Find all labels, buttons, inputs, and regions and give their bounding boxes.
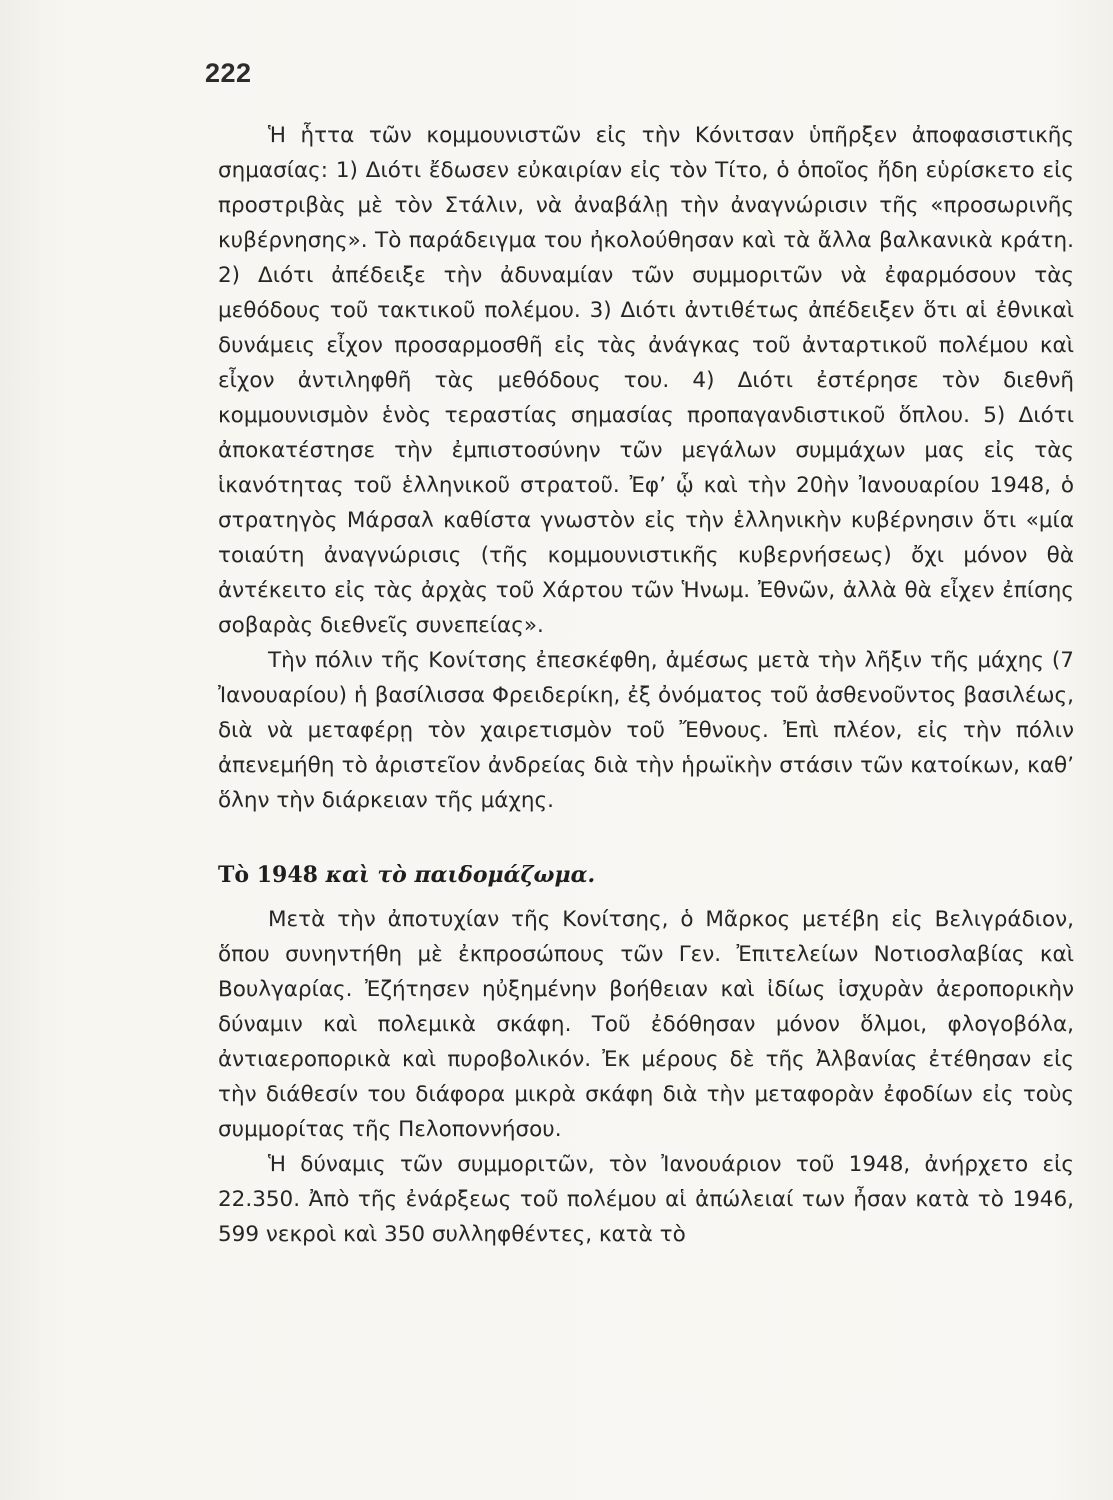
section-heading-year: Τὸ 1948 xyxy=(218,862,318,888)
paragraph-queen-visit: Τὴν πόλιν τῆς Κονίτσης ἐπεσκέφθη, ἀμέσως μετὰ τὴν λῆξιν τῆς μάχης (7 Ἰανουαρίου) ἡ βασίλισσα Φρειδερίκη, ἐξ ὀνόματος τοῦ ἀσθενοῦντος βασιλέως, διὰ νὰ μεταφέρῃ τὸν χαιρετισμὸν τοῦ Ἔθνους. Ἐπὶ πλέον, εἰς τὴν πόλιν ἀπενεμήθη τὸ ἀριστεῖον ἀνδρείας διὰ τὴν ἡρωϊκὴν στάσιν τῶν κατοίκων, καθ’ ὅλην τὴν διάρκειαν τῆς μάχης. xyxy=(218,648,1074,813)
page-number: 222 xyxy=(205,58,252,88)
body-text xyxy=(218,118,1074,1252)
paragraph-guerrilla-strength: Ἡ δύναμις τῶν συμμοριτῶν, τὸν Ἰανουάριον τοῦ 1948, ἀνήρχετο εἰς 22.350. Ἀπὸ τῆς ἐνάρξεως τοῦ πολέμου αἱ ἀπώλειαί των ἦσαν κατὰ τὸ 1946, 599 νεκροὶ καὶ 350 συλληφθέντες, κατὰ τὸ xyxy=(218,1152,1074,1247)
paragraph-konitsa-defeat: Ἡ ἧττα τῶν κομμουνιστῶν εἰς τὴν Κόνιτσαν ὑπῆρξεν ἀποφασιστικῆς σημασίας: 1) Διότι ἔδωσεν εὐκαιρίαν εἰς τὸν Τίτο, ὁ ὁποῖος ἤδη εὑρίσκετο εἰς προστριβὰς μὲ τὸν Στάλιν, νὰ ἀναβάλῃ τὴν ἀναγνώρισιν τῆς «προσωρινῆς κυβέρνησης». Τὸ παράδειγμα του ἠκολούθησαν καὶ τὰ ἄλλα βαλκανικὰ κράτη. 2) Διότι ἀπέδειξε τὴν ἀδυναμίαν τῶν συμμοριτῶν νὰ ἐφαρμόσουν τὰς μεθόδους τοῦ τακτικοῦ πολέμου. 3) Διότι ἀντιθέτως ἀπέδειξεν ὅτι αἱ ἐθνικαὶ δυνάμεις εἶχον προσαρμοσθῆ εἰς τὰς ἀνάγκας τοῦ ἀνταρτικοῦ πολέμου καὶ εἶχον ἀντιληφθῆ τὰς μεθόδους του. 4) Διότι ἐστέρησε τὸν διεθνῆ κομμουνισμὸν ἑνὸς τεραστίας σημασίας προπαγανδιστικοῦ ὅπλου. 5) Διότι ἀποκατέστησε τὴν ἐμπιστοσύνην τῶν μεγάλων συμμάχων μας εἰς τὰς ἱκανότητας τοῦ ἑλληνικοῦ στρατοῦ. Ἐφ’ ᾧ καὶ τὴν 20ὴν Ἰανουαρίου 1948, ὁ στρατηγὸς Μάρσαλ καθίστα γνωστὸν εἰς τὴν ἑλληνικὴν κυβέρνησιν ὅτι «μία τοιαύτη ἀναγνώρισις (τῆς κομμουνιστικῆς κυβερνήσεως) ὄχι μόνον θὰ ἀντέκειτο εἰς τὰς ἀρχὰς τοῦ Χάρτου τῶν Ἡνωμ. Ἐθνῶν, ἀλλὰ θὰ εἶχεν ἐπίσης σοβαρὰς διεθνεῖς συνεπείας». xyxy=(218,123,1074,638)
section-heading xyxy=(218,858,1074,892)
paragraph-markos-belgrade: Μετὰ τὴν ἀποτυχίαν τῆς Κονίτσης, ὁ Μᾶρκος μετέβη εἰς Βελιγράδιον, ὅπου συνηντήθη μὲ ἐκπροσώπους τῶν Γεν. Ἐπιτελείων Νοτιοσλαβίας καὶ Βουλγαρίας. Ἐζήτησεν ηὐξημένην βοήθειαν καὶ ἰδίως ἰσχυρὰν ἀεροπορικὴν δύναμιν καὶ πολεμικὰ σκάφη. Τοῦ ἐδόθησαν μόνον ὅλμοι, φλογοβόλα, ἀντιαεροπορικὰ καὶ πυροβολικόν. Ἐκ μέρους δὲ τῆς Ἀλβανίας ἐτέθησαν εἰς τὴν διάθεσίν του διάφορα μικρὰ σκάφη διὰ τὴν μεταφορὰν ἐφοδίων εἰς τοὺς συμμορίτας τῆς Πελοποννήσου. xyxy=(218,907,1074,1142)
section-heading-title: καὶ τὸ παιδομάζωμα. xyxy=(325,862,596,888)
